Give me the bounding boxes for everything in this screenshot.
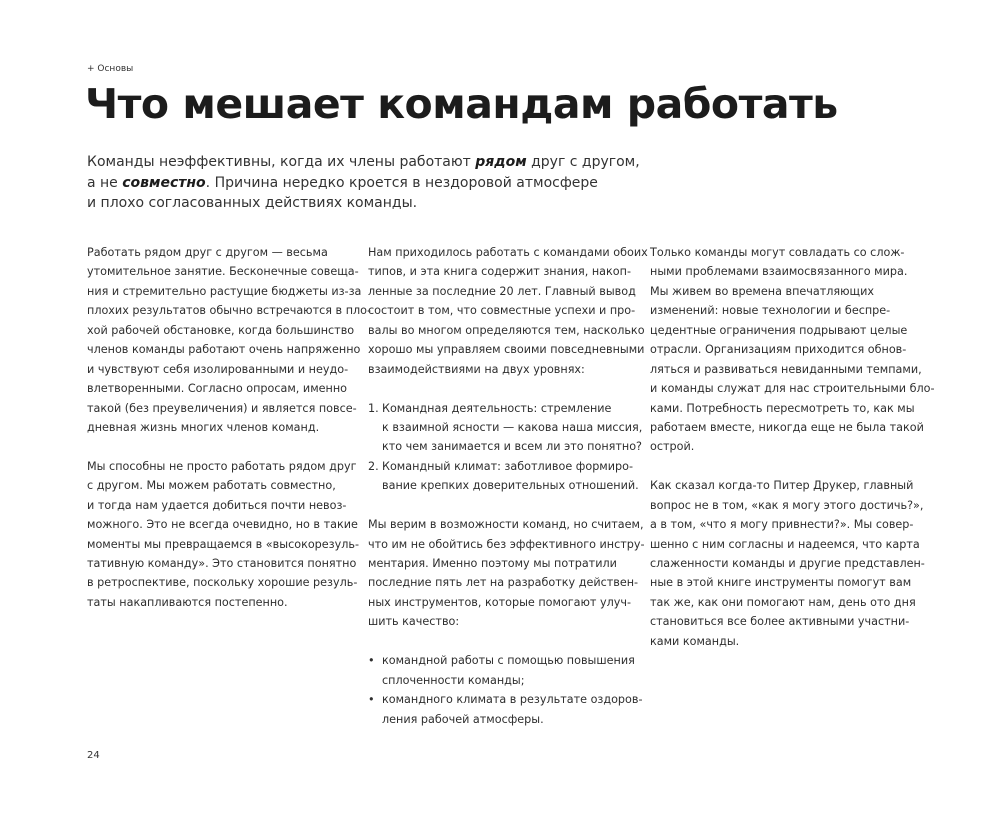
text-line: ными проблемами взаимосвязанного мира.	[650, 265, 908, 279]
paragraph-gap	[87, 437, 367, 456]
text-line: с другом. Мы можем работать совместно,	[87, 479, 336, 493]
text-line: Как сказал когда-то Питер Друкер, главный	[650, 479, 914, 493]
paragraph	[650, 243, 935, 457]
text-line: типов, и эта книга содержит знания, накоп-	[368, 265, 631, 279]
text-line: плохих результатов обычно встречаются в пло-	[87, 304, 372, 318]
text-line: работаем вместе, никогда еще не была такой	[650, 420, 924, 434]
text-line: кто чем занимается и всем ли это понятно?	[382, 440, 642, 454]
text-line: ленные за последние 20 лет. Главный вывод	[368, 284, 636, 298]
text-line: цедентные ограничения подрывают целые	[650, 323, 908, 337]
text-column-1	[87, 243, 372, 612]
list-marker: •	[368, 654, 375, 668]
intro-text: и плохо согласованных действиях команды.	[87, 195, 418, 211]
list-marker: 2.	[368, 459, 379, 473]
text-line: ные в этой книге инструменты помогут вам	[650, 576, 912, 590]
text-line: в ретроспективе, поскольку хорошие резуль-	[87, 576, 358, 590]
text-line: моменты мы превращаемся в «высокорезуль-	[87, 537, 360, 551]
text-line: хорошо мы управляем своими повседневными	[368, 343, 645, 357]
paragraph-gap	[368, 379, 648, 398]
list-item	[368, 457, 648, 496]
text-line: изменений: новые технологии и беспре-	[650, 304, 891, 318]
text-line: тативную команду». Это становится понятно	[87, 557, 357, 570]
text-line: ками. Потребность пересмотреть то, как мы	[650, 401, 915, 415]
intro-line	[87, 173, 640, 194]
text-line: командной работы с помощью повышения	[382, 654, 635, 668]
numbered-list	[368, 399, 648, 496]
paragraph-gap	[368, 496, 648, 515]
text-column-3	[650, 243, 935, 651]
text-line: и чувствуют себя изолированными и неудо-	[87, 362, 349, 376]
text-line: ных инструментов, которые помогают улуч-	[368, 595, 632, 609]
text-line: Мы верим в возможности команд, но считаем,	[368, 518, 644, 532]
text-line: Мы живем во времена впечатляющих	[650, 284, 874, 298]
text-line: состоит в том, что совместные успехи и про-	[368, 304, 636, 318]
text-line: что им не обойтись без эффективного инстру-	[368, 537, 645, 551]
text-line: последние пять лет на разработку действен-	[368, 576, 639, 590]
page-number: 24	[87, 750, 100, 761]
paragraph	[87, 457, 367, 613]
text-line: слаженности команды и другие представлен-	[650, 557, 925, 570]
text-line: валы во многом определяются тем, насколько	[368, 323, 645, 337]
paragraph	[650, 476, 930, 651]
list-item	[368, 399, 648, 457]
intro-text: друг с другом,	[526, 154, 640, 170]
intro-text: а не	[87, 174, 123, 191]
text-line: к взаимной ясности — какова наша миссия,	[382, 420, 643, 434]
text-line: Работать рядом друг с другом — весьма	[87, 246, 328, 259]
paragraph	[368, 243, 648, 379]
text-line: дневная жизнь многих членов команд.	[87, 420, 320, 434]
text-line: вопрос не в том, «как я могу этого достичь?»,	[650, 498, 924, 512]
intro-text: Команды неэффективны, когда их члены работают	[87, 154, 476, 170]
paragraph	[87, 243, 372, 437]
text-line: Только команды могут совладать со слож-	[650, 246, 905, 259]
text-line: членов команды работают очень напряженно	[87, 343, 361, 357]
list-item	[368, 651, 648, 690]
text-column-2	[368, 243, 648, 729]
paragraph-gap	[650, 457, 930, 476]
text-line: вание крепких доверительных отношений.	[382, 479, 639, 493]
paragraph-gap	[368, 632, 648, 651]
text-line: такой (без преувеличения) и является повсе-	[87, 401, 357, 415]
list-marker: •	[368, 693, 375, 707]
text-line: утомительное занятие. Бесконечные совеща-	[87, 265, 359, 279]
text-line: так же, как они помогают нам, день ото дня	[650, 595, 916, 609]
emphasis-text: совместно	[122, 174, 206, 191]
text-line: ками команды.	[650, 634, 740, 648]
text-line: хой рабочей обстановке, когда большинство	[87, 323, 355, 337]
paragraph	[368, 515, 648, 632]
text-line: становиться все более активными участни-	[650, 615, 910, 629]
text-line: шенно с ним согласны и надеемся, что карта	[650, 537, 920, 551]
emphasis-text: рядом	[475, 154, 527, 170]
text-line: влетворенными. Согласно опросам, именно	[87, 382, 347, 396]
text-line: командного климата в результате оздоров-	[382, 693, 643, 707]
text-line: ментария. Именно поэтому мы потратили	[368, 557, 617, 570]
text-line: и тогда нам удается добиться почти невоз-	[87, 498, 347, 512]
text-line: шить качество:	[368, 615, 460, 629]
text-line: взаимодействиями на двух уровнях:	[368, 362, 585, 376]
bulleted-list	[368, 651, 648, 729]
intro-lead	[87, 152, 640, 214]
text-line: ния и стремительно растущие бюджеты из-за	[87, 284, 362, 298]
list-marker: 1.	[368, 401, 379, 415]
text-line: сплоченности команды;	[382, 673, 525, 687]
text-line: а в том, «что я могу привнести?». Мы совер-	[650, 518, 914, 532]
text-line: Командный климат: заботливое формиро-	[382, 459, 633, 473]
section-label: + Основы	[87, 64, 134, 74]
intro-text: . Причина нередко кроется в нездоровой атмосфере	[205, 174, 598, 191]
text-line: Командная деятельность: стремление	[382, 401, 612, 415]
page-title: Что мешает командам работать	[85, 80, 838, 128]
text-line: и команды служат для нас строительными бло-	[650, 382, 935, 396]
text-line: острой.	[650, 440, 695, 454]
text-line: можного. Это не всегда очевидно, но в такие	[87, 518, 358, 532]
text-line: Мы способны не просто работать рядом друг	[87, 459, 357, 473]
text-line: ления рабочей атмосферы.	[382, 712, 544, 726]
text-line: отрасли. Организациям приходится обнов-	[650, 343, 907, 357]
list-item	[368, 690, 648, 729]
intro-line	[87, 193, 640, 214]
text-line: ляться и развиваться невиданными темпами,	[650, 362, 922, 376]
intro-line	[87, 152, 640, 173]
text-line: Нам приходилось работать с командами обоих	[368, 246, 648, 259]
text-line: таты накапливаются постепенно.	[87, 595, 288, 609]
